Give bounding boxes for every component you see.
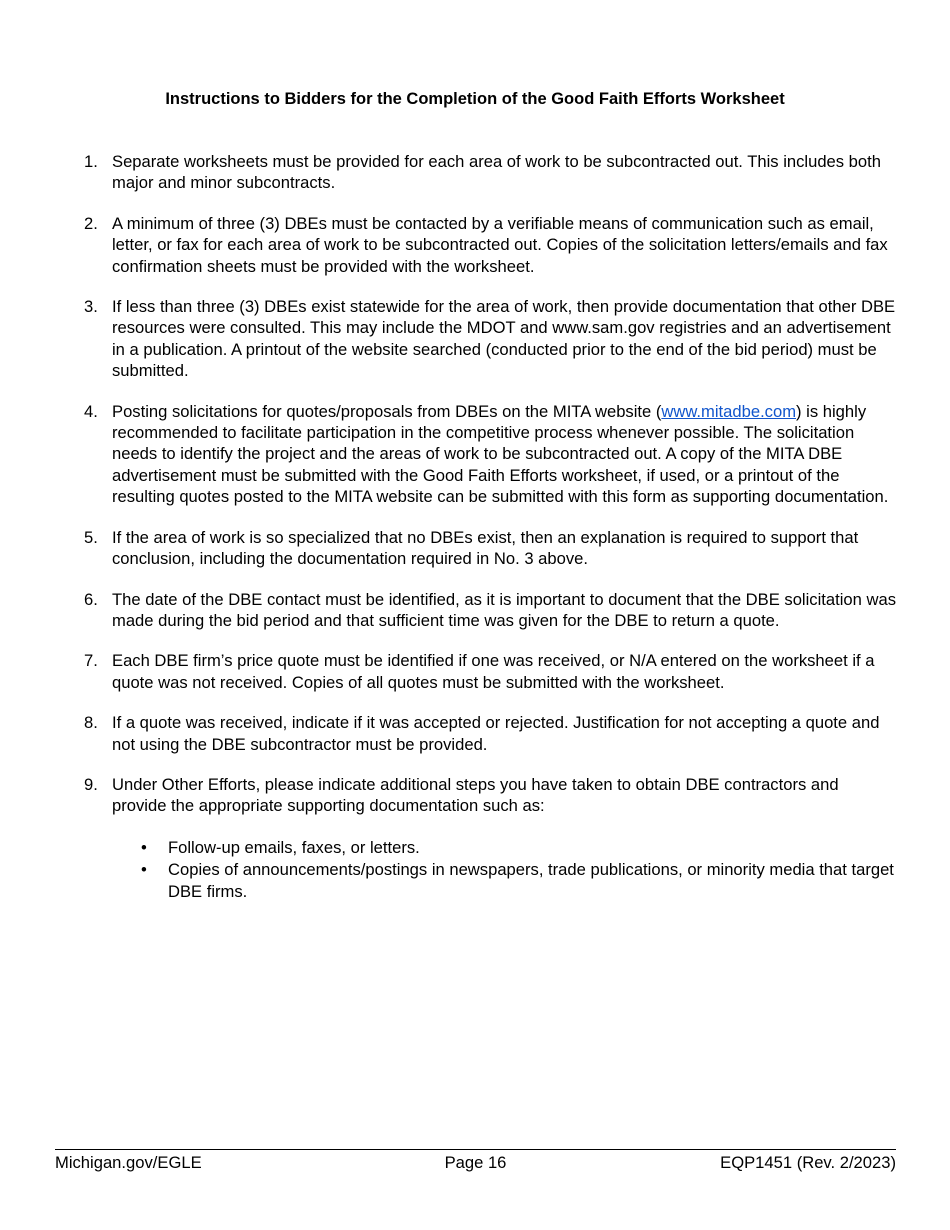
item-number: 6. xyxy=(84,589,98,609)
footer-page-number: Page 16 xyxy=(444,1153,507,1172)
list-item-9 xyxy=(84,774,896,902)
bullet-icon: • xyxy=(141,860,147,880)
mitadbe-link[interactable]: www.mitadbe.com xyxy=(661,401,797,421)
bullet-item-2 xyxy=(112,859,896,902)
item-text: Each DBE firm’s price quote must be identified if one was received, or N/A entered on the worksheet if a quote was not received. Copies of all quotes must be submitted with the worksheet. xyxy=(112,651,875,692)
bullet-list xyxy=(112,837,896,902)
item-number: 2. xyxy=(84,213,98,233)
footer-website: Michigan.gov/EGLE xyxy=(55,1153,202,1172)
list-item-8 xyxy=(84,712,896,755)
item-number: 5. xyxy=(84,527,98,547)
bullet-text: Copies of announcements/postings in newspapers, trade publications, or minority media that target DBE firms. xyxy=(168,860,894,901)
item-number: 7. xyxy=(84,651,98,671)
list-item-6 xyxy=(84,589,896,632)
item-number: 8. xyxy=(84,713,98,733)
page-title: Instructions to Bidders for the Completion of the Good Faith Efforts Worksheet xyxy=(165,90,785,108)
list-item-3 xyxy=(84,296,896,382)
item-number: 9. xyxy=(84,774,98,794)
instructions-list xyxy=(84,151,896,921)
item-text-after-link: ) is highly recommended to facilitate participation in the competitive process whenever possible. The solicitation needs to identify the project and the areas of work to be subcontracted out. A copy of the MITA DBE advertisement must be submitted with the Good Faith Efforts worksheet, if used, or a printout of the resulting quotes posted to the MITA website can be submitted with this form as supporting documentation. xyxy=(112,401,889,507)
bullet-icon: • xyxy=(141,837,147,857)
footer-divider xyxy=(55,1149,896,1150)
list-item-7 xyxy=(84,650,896,693)
list-item-1 xyxy=(84,151,896,194)
bullet-item-1 xyxy=(112,837,896,858)
item-number: 1. xyxy=(84,152,98,171)
page-footer xyxy=(55,1152,896,1174)
item-text: If less than three (3) DBEs exist statewide for the area of work, then provide documentation that other DBE resources were consulted. This may include the MDOT and www.sam.gov registries and an advertisement in a publication. A printout of the website searched (conducted prior to the end of the bid period) must be submitted. xyxy=(112,297,896,381)
item-text: The date of the DBE contact must be identified, as it is important to document that the DBE solicitation was made during the bid period and that sufficient time was given for the DBE to return a quote. xyxy=(112,589,896,630)
item-text: A minimum of three (3) DBEs must be contacted by a verifiable means of communication such as email, letter, or fax for each area of work to be subcontracted out. Copies of the solicitation letters/emails and fax confirmation sheets must be provided with the worksheet. xyxy=(112,213,888,276)
list-item-5 xyxy=(84,527,896,570)
item-text: If a quote was received, indicate if it was accepted or rejected. Justification for not accepting a quote and not using the DBE subcontractor must be provided. xyxy=(112,713,880,754)
footer-form-id: EQP1451 (Rev. 2/2023) xyxy=(720,1153,896,1172)
item-text: If the area of work is so specialized that no DBEs exist, then an explanation is required to support that conclusion, including the documentation required in No. 3 above. xyxy=(112,527,859,569)
item-text: Under Other Efforts, please indicate additional steps you have taken to obtain DBE contractors and provide the appropriate supporting documentation such as: xyxy=(112,774,839,816)
list-item-4 xyxy=(84,401,896,508)
item-number: 4. xyxy=(84,401,98,421)
bullet-text: Follow-up emails, faxes, or letters. xyxy=(168,837,420,857)
item-text: Separate worksheets must be provided for each area of work to be subcontracted out. This includes both major and minor subcontracts. xyxy=(112,152,881,193)
item-text-before-link: Posting solicitations for quotes/proposals from DBEs on the MITA website ( xyxy=(112,401,662,421)
item-number: 3. xyxy=(84,297,98,317)
list-item-2 xyxy=(84,213,896,277)
